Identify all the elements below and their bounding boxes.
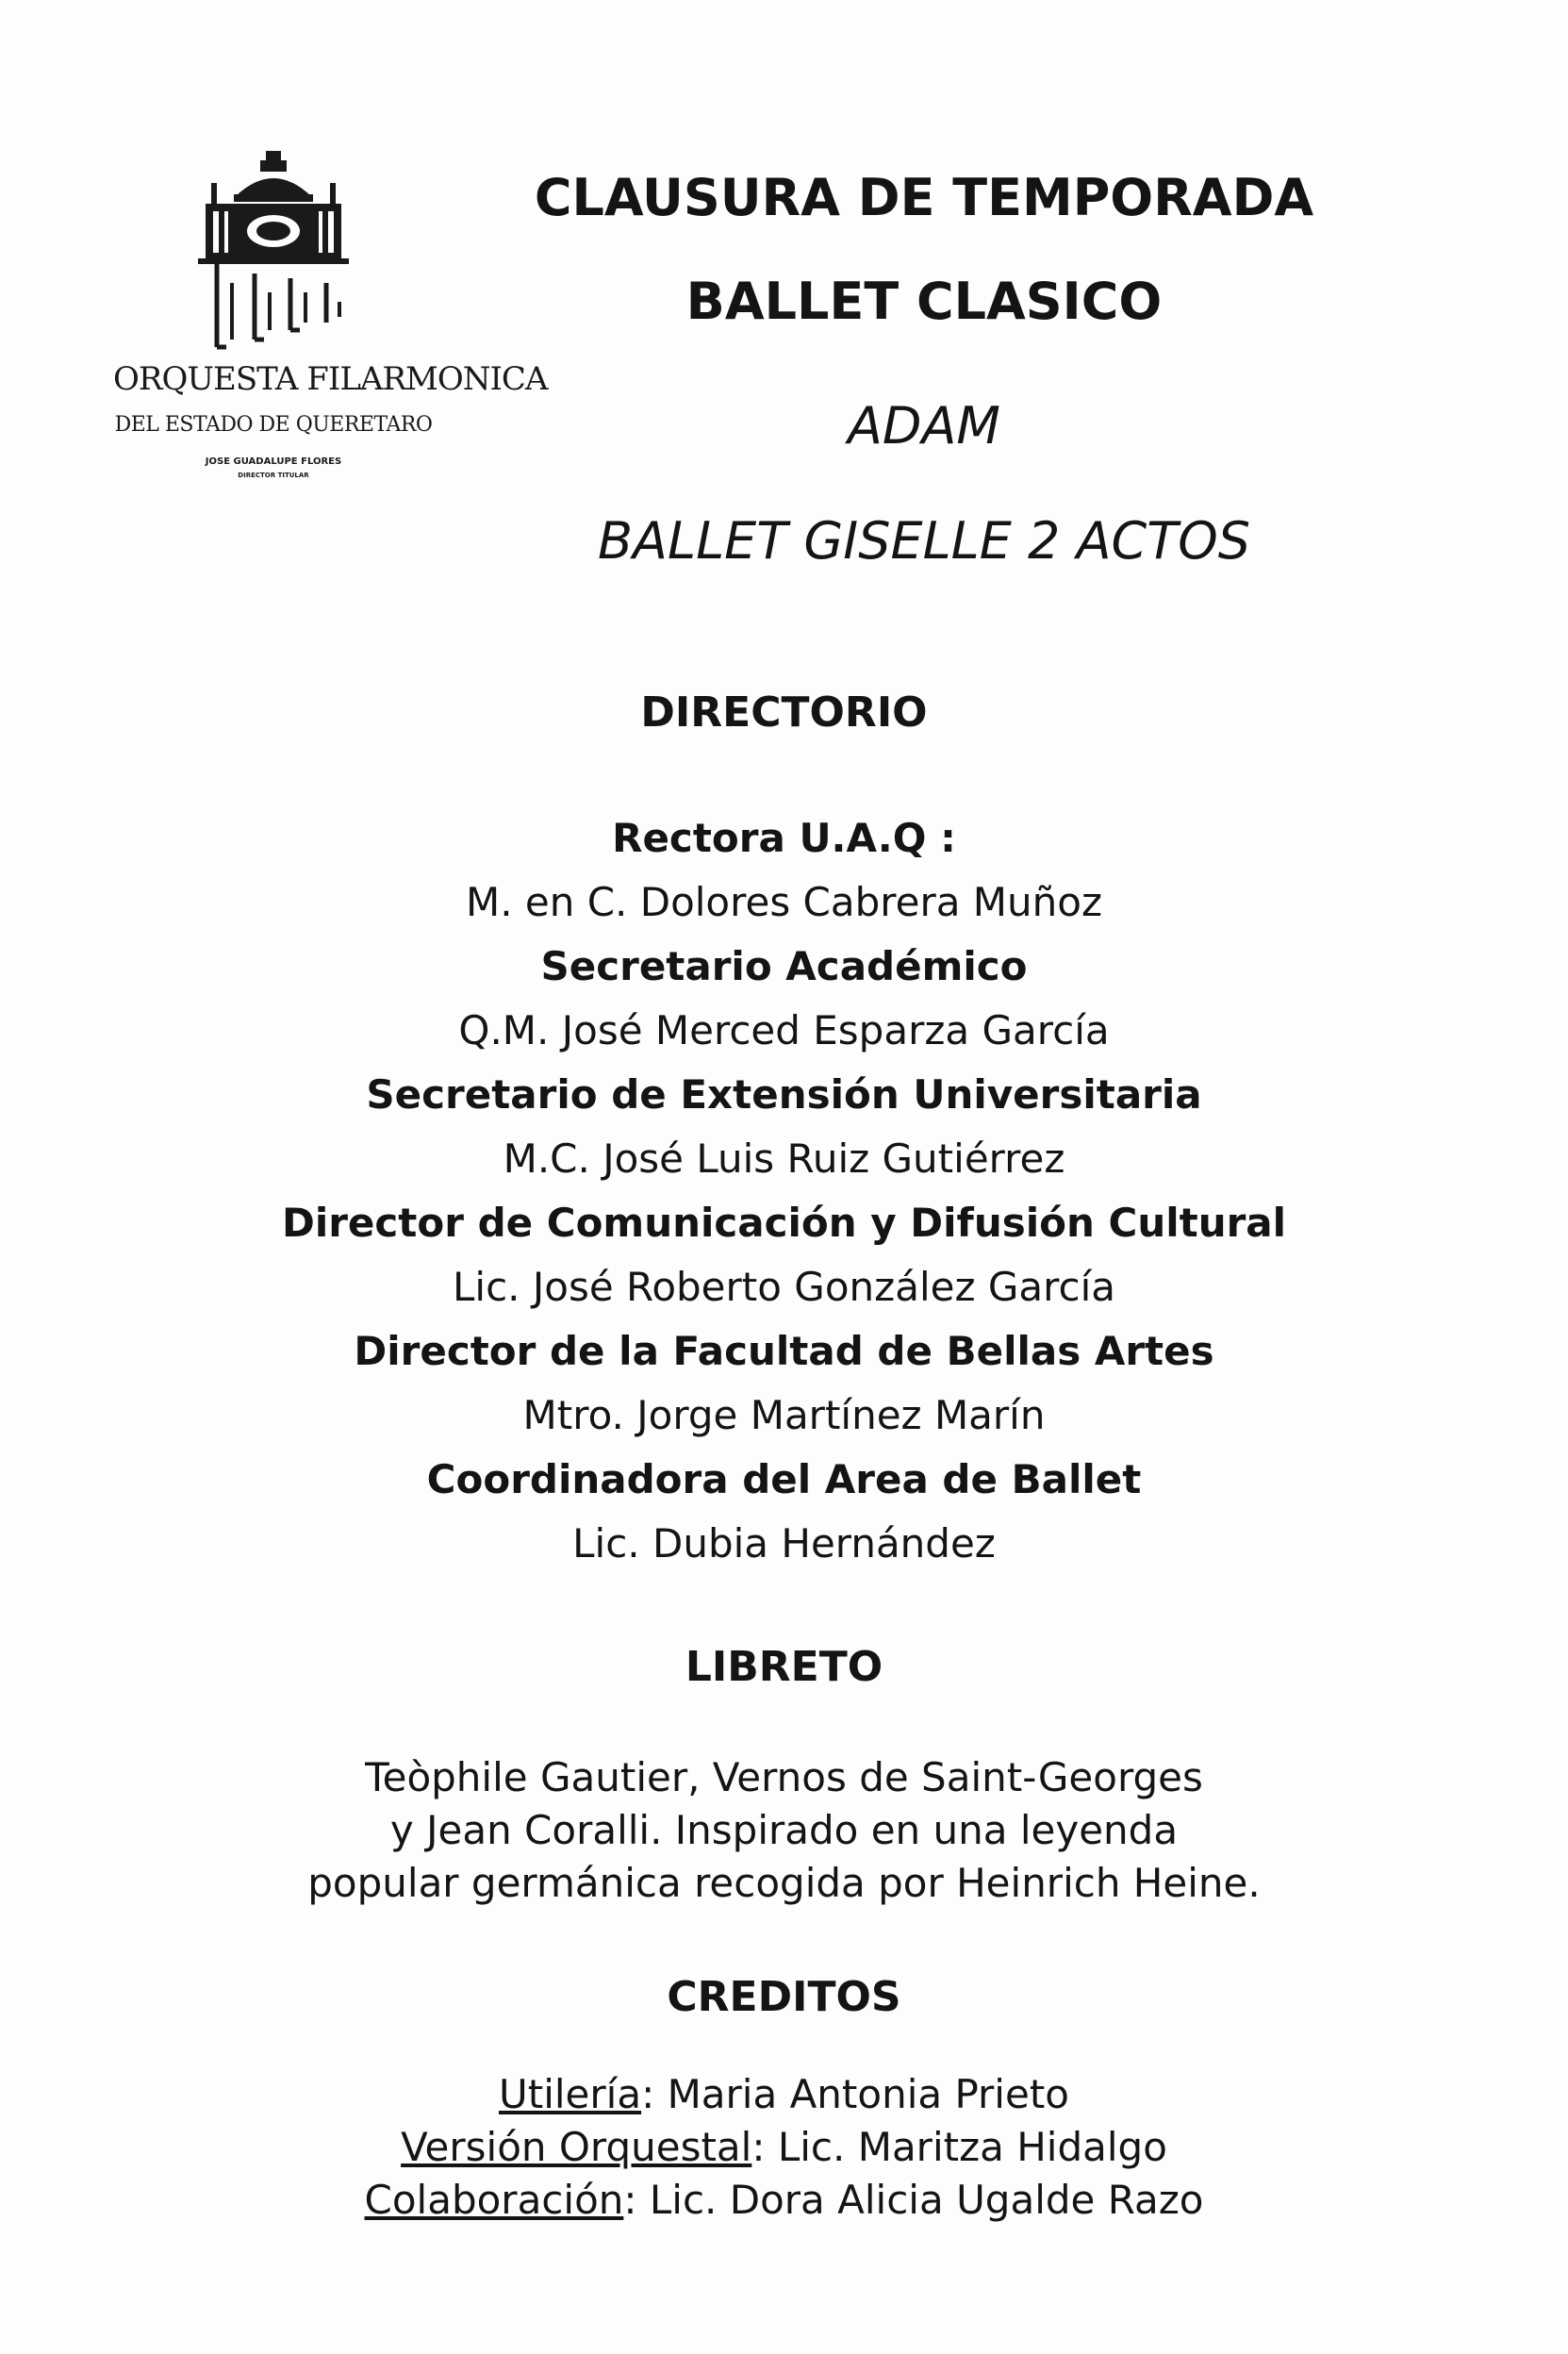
directorio-role-secretario-academico: Secretario Académico	[540, 943, 1028, 989]
credit-version-orquestal	[0, 2120, 1568, 2175]
credit-label: Utilería	[499, 2071, 642, 2117]
title-line-1: CLAUSURA DE TEMPORADA	[534, 168, 1314, 227]
title-line-2: BALLET CLASICO	[685, 272, 1163, 331]
composer: ADAM	[847, 396, 1001, 456]
logo-subtitle: DEL ESTADO DE QUERETARO	[114, 413, 433, 437]
credit-label: Colaboración	[364, 2177, 624, 2223]
directorio-name-rectora: M. en C. Dolores Cabrera Muñoz	[465, 879, 1103, 925]
credit-value: : Lic. Maritza Hidalgo	[751, 2124, 1167, 2170]
credit-utileria	[0, 2067, 1568, 2122]
credit-colaboracion	[0, 2173, 1568, 2228]
directorio-role-rectora: Rectora U.A.Q :	[612, 815, 956, 861]
credit-value: : Lic. Dora Alicia Ugalde Razo	[623, 2177, 1204, 2223]
directorio-name-coordinadora-ballet: Lic. Dubia Hernández	[572, 1520, 996, 1567]
theatre-building-icon	[179, 151, 368, 354]
directorio-name-director-comunicacion: Lic. José Roberto González García	[453, 1264, 1115, 1310]
directorio-name-secretario-academico: Q.M. José Merced Esparza García	[458, 1007, 1110, 1053]
libreto-line-2: y Jean Coralli. Inspirado en una leyenda	[389, 1807, 1179, 1853]
directorio-heading: DIRECTORIO	[640, 688, 928, 737]
logo-director-title: DIRECTOR TITULAR	[238, 472, 309, 479]
directorio-role-director-comunicacion: Director de Comunicación y Difusión Cultural	[281, 1200, 1287, 1246]
directorio-name-secretario-extension: M.C. José Luis Ruiz Gutiérrez	[503, 1136, 1065, 1182]
libreto-line-1: Teòphile Gautier, Vernos de Saint-Georges	[365, 1754, 1203, 1800]
credit-label: Versión Orquestal	[401, 2124, 752, 2170]
libreto-heading: LIBRETO	[685, 1643, 883, 1691]
libreto-line-3: popular germánica recogida por Heinrich Heine.	[307, 1860, 1261, 1906]
credit-value: : Maria Antonia Prieto	[641, 2071, 1069, 2117]
directorio-role-coordinadora-ballet: Coordinadora del Area de Ballet	[426, 1456, 1142, 1502]
ballet-title: BALLET GISELLE 2 ACTOS	[598, 511, 1250, 571]
logo-name: ORQUESTA FILARMONICA	[113, 360, 548, 398]
orchestra-logo	[113, 151, 548, 481]
directorio-role-director-bellas-artes: Director de la Facultad de Bellas Artes	[354, 1328, 1214, 1374]
directorio-role-secretario-extension: Secretario de Extensión Universitaria	[366, 1071, 1202, 1118]
creditos-heading: CREDITOS	[667, 1973, 901, 2021]
logo-director: JOSE GUADALUPE FLORES	[205, 456, 342, 467]
directorio-name-director-bellas-artes: Mtro. Jorge Martínez Marín	[522, 1392, 1046, 1438]
